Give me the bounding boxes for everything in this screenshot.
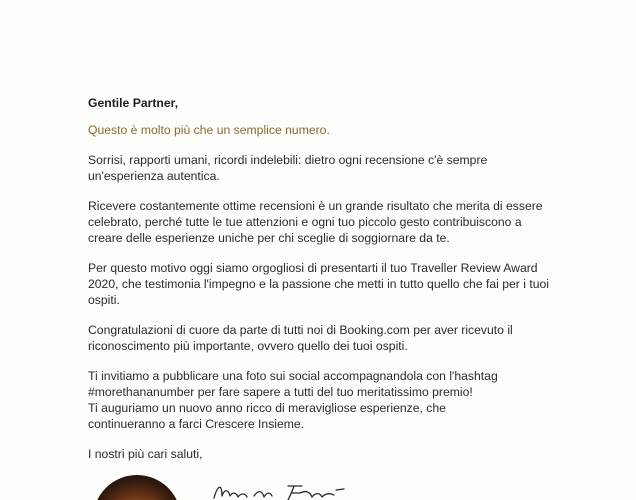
- letter-body: [88, 95, 558, 476]
- closing-line-4: continueranno a farci Crescere Insieme.: [88, 417, 305, 431]
- paragraph-3: Per questo motivo oggi siamo orgogliosi di presentarti il tuo Traveller Review Award 2020, che testimonia l'impegno e la passione che metti in tutto quello che fai per i tuoi ospiti.: [88, 261, 549, 307]
- closing-line-1: Ti invitiamo a pubblicare una foto sui social accompagnandola con l'hashtag: [88, 369, 498, 383]
- handwritten-signature: [210, 480, 360, 500]
- closing-line-2: #morethananumber per fare sapere a tutti del tuo meritatissimo premio!: [88, 385, 473, 399]
- paragraph-1: Sorrisi, rapporti umani, ricordi indelebili: dietro ogni recensione c'è sempre un'esperienza autentica.: [88, 153, 488, 183]
- greeting: Gentile Partner,: [88, 96, 179, 110]
- paragraph-2: Ricevere costantemente ottime recensioni è un grande risultato che merita di essere celebrato, perché tutte le tue attenzioni e ogni tuo piccolo gesto contribuiscono a creare delle esperienze uniche per chi sceglie di soggiornare da te.: [88, 199, 543, 245]
- closing-paragraph: [88, 368, 558, 432]
- highlight-line: Questo è molto più che un semplice numero.: [88, 123, 330, 137]
- paragraph-4: Congratulazioni di cuore da parte di tutti noi di Booking.com per aver ricevuto il riconoscimento più importante, ovvero quello dei tuoi ospiti.: [88, 323, 513, 353]
- signature-area: [0, 470, 636, 500]
- closing-line-3: Ti auguriamo un nuovo anno ricco di meravigliose esperienze, che: [88, 401, 446, 415]
- signer-photo: [93, 475, 181, 500]
- sign-off: I nostri più cari saluti,: [88, 447, 203, 461]
